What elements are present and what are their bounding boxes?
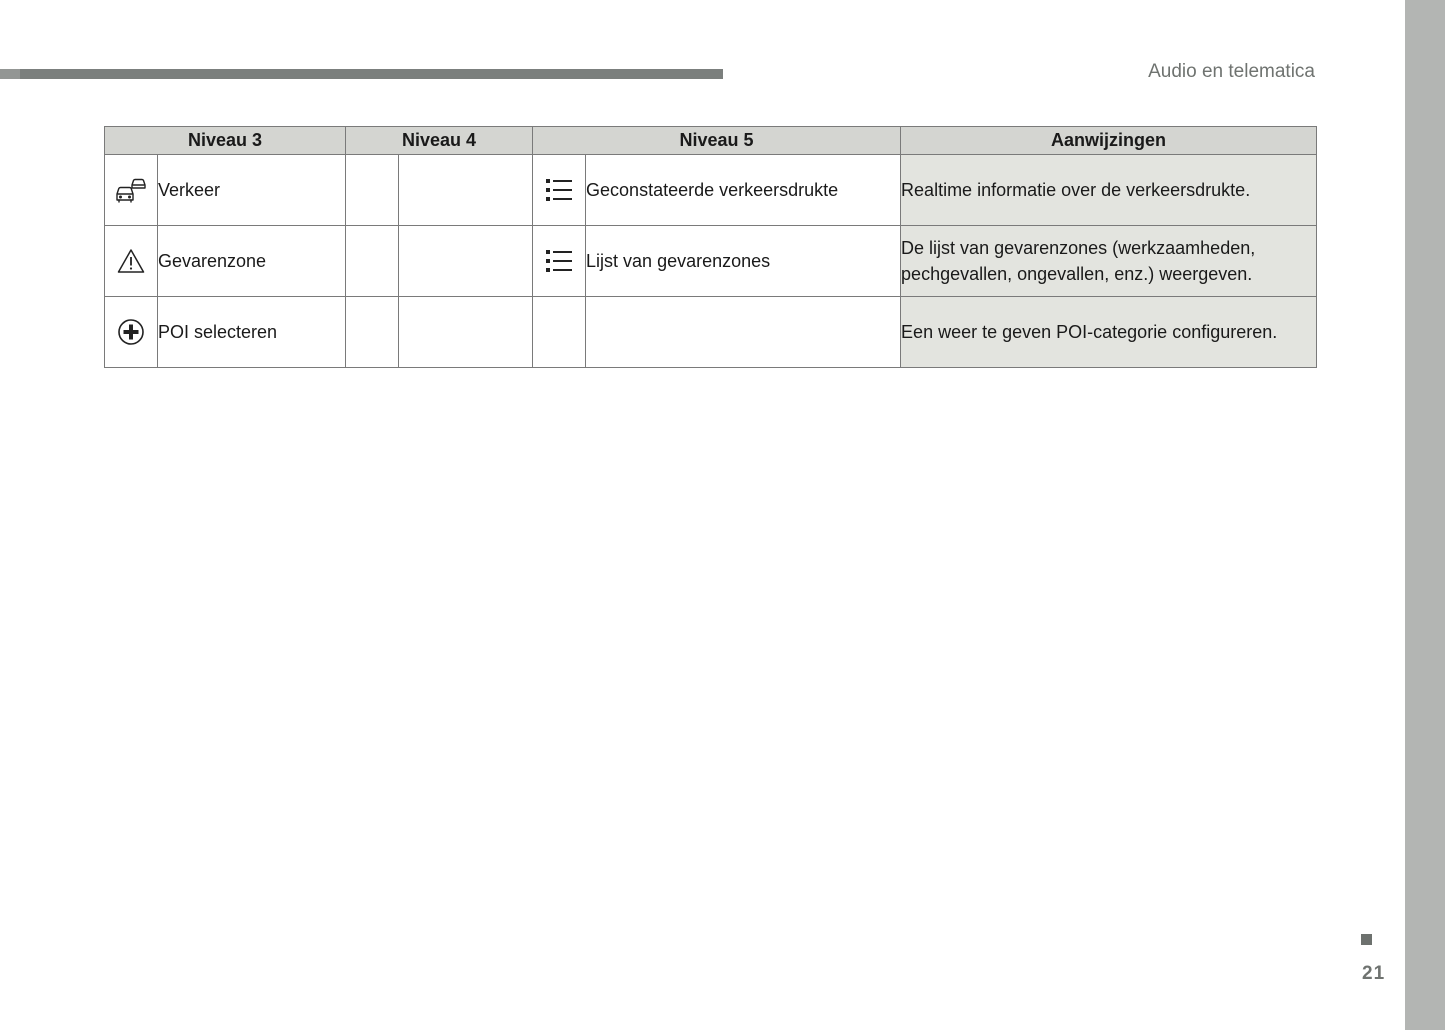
level3-icon-cell [105,226,158,297]
plus-circle-icon [117,318,145,346]
end-marker [1361,934,1372,945]
notes-cell: De lijst van gevarenzones (werkzaamheden, pechgevallen, ongevallen, enz.) weergeven. [901,226,1317,297]
table-row [105,297,1317,368]
notes-cell: Een weer te geven POI-categorie configureren. [901,297,1317,368]
column-header-level4: Niveau 4 [346,127,533,155]
table-row [105,155,1317,226]
level5-label: Lijst van gevarenzones [586,226,901,297]
side-strip [1405,0,1445,1030]
level5-icon-cell [533,297,586,368]
level3-label: Gevarenzone [158,226,346,297]
level3-icon-cell [105,155,158,226]
header-bar-notch [0,69,20,79]
level5-icon-cell [533,155,586,226]
page-number: 21 [1362,963,1386,984]
section-title: Audio en telematica [1148,61,1315,82]
column-header-level5: Niveau 5 [533,127,901,155]
level4-icon-cell [346,155,399,226]
level3-label: Verkeer [158,155,346,226]
level4-icon-cell [346,226,399,297]
level4-label [399,226,533,297]
level4-label [399,297,533,368]
list-icon [545,178,573,202]
level3-label: POI selecteren [158,297,346,368]
level5-label: Geconstateerde verkeersdrukte [586,155,901,226]
table-header-row [105,127,1317,155]
level3-icon-cell [105,297,158,368]
level4-label [399,155,533,226]
list-icon [545,249,573,273]
traffic-cars-icon [115,177,147,203]
table-row [105,226,1317,297]
warning-triangle-icon [117,248,145,274]
level4-icon-cell [346,297,399,368]
level5-icon-cell [533,226,586,297]
notes-cell: Realtime informatie over de verkeersdrukte. [901,155,1317,226]
header-bar [0,69,723,79]
level5-label [586,297,901,368]
column-header-level3: Niveau 3 [105,127,346,155]
menu-table [104,126,1317,368]
column-header-notes: Aanwijzingen [901,127,1317,155]
